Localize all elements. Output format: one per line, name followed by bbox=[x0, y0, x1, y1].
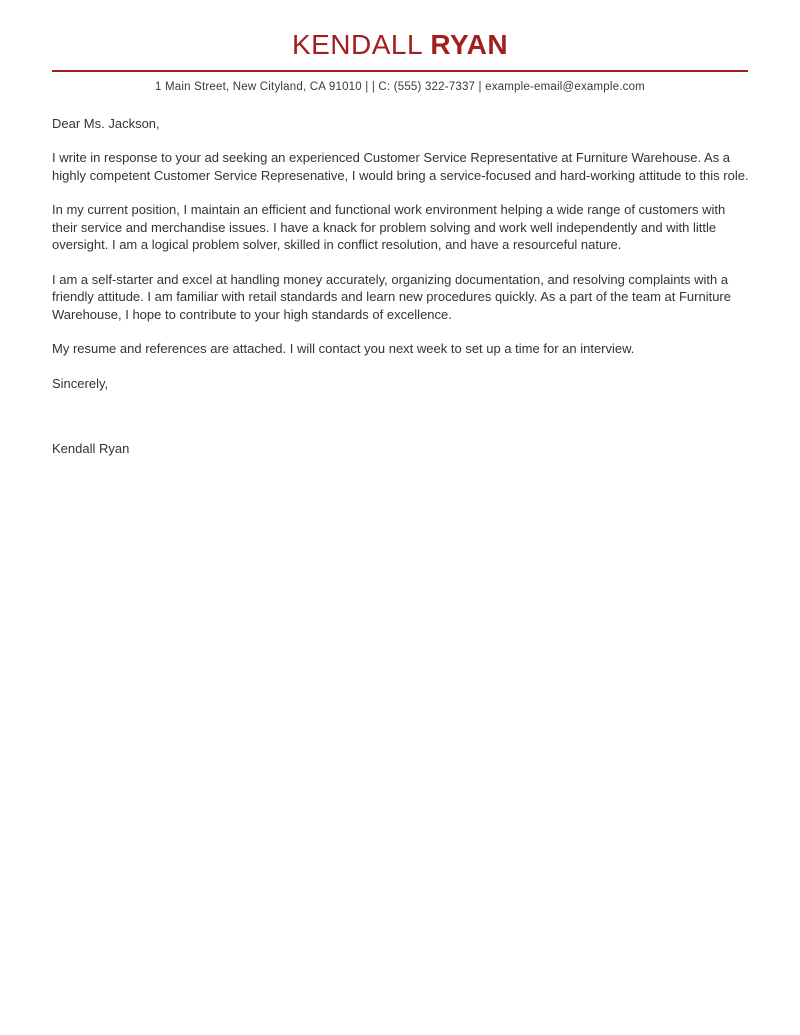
letterhead bbox=[0, 0, 800, 93]
paragraph-follow-up: My resume and references are attached. I will contact you next week to set up a time for an interview. bbox=[52, 341, 635, 357]
applicant-first-name: KENDALL bbox=[291, 29, 423, 60]
paragraph-current-position: In my current position, I maintain an efficient and functional work environment helping a wide range of customers with their service and merchandise issues. I have a knack for problem solving and work well independently and with little oversight. I am a logical problem solver, skilled in conflict resolution, and have a resourceful nature. bbox=[52, 202, 726, 253]
applicant-last-name: RYAN bbox=[430, 29, 509, 60]
applicant-name bbox=[0, 30, 800, 61]
paragraph-intro: I write in response to your ad seeking an experienced Customer Service Representative at Furniture Warehouse. As a highly competent Customer Service Represenative, I would bring a service-focused and hard-working attitude to this role. bbox=[52, 150, 749, 183]
closing: Sincerely, bbox=[52, 375, 109, 391]
paragraph-skills: I am a self-starter and excel at handling money accurately, organizing documentation, and resolving complaints with a friendly attitude. I am familiar with retail standards and learn new procedures quickly. As a part of the team at Furniture Warehouse, I hope to contribute to your high standards of excellence. bbox=[52, 271, 731, 322]
contact-line: 1 Main Street, New Cityland, CA 91010 | | C: (555) 322-7337 | example-email@example.com bbox=[155, 80, 645, 93]
signature-name: Kendall Ryan bbox=[52, 441, 130, 457]
salutation: Dear Ms. Jackson, bbox=[52, 115, 160, 131]
letterhead-divider bbox=[52, 70, 748, 72]
